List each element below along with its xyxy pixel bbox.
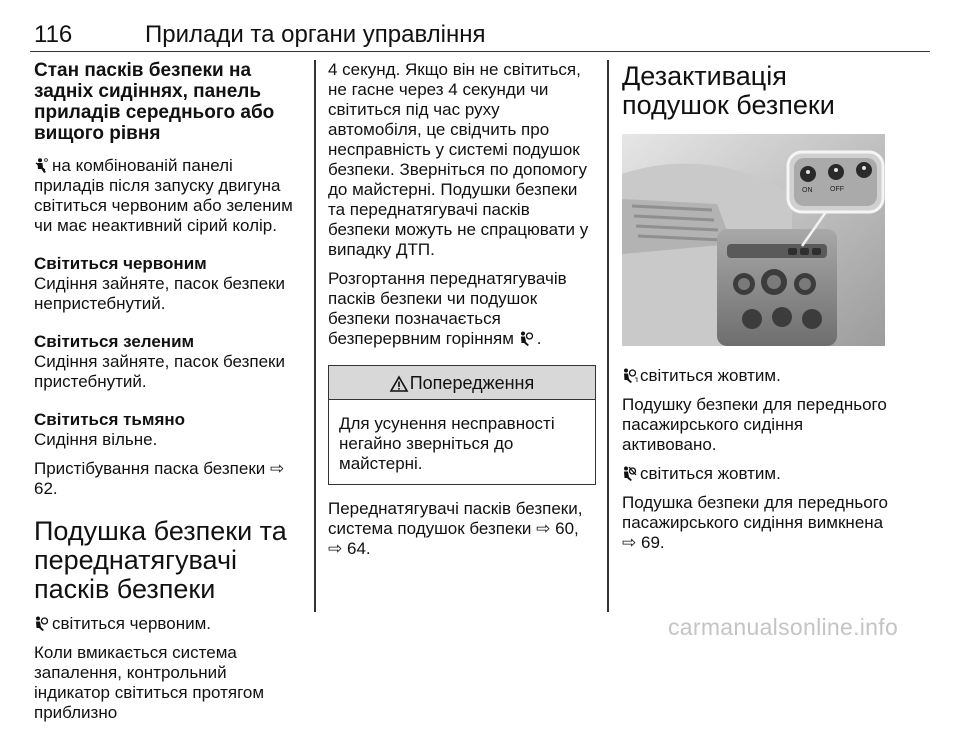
page-ref-arrow-icon: ⇨ [270,459,285,478]
airbag-on-text: Подушку безпеки для переднього пасажирського сидіння активовано. [622,395,887,454]
watermark: carmanualsonline.info [668,614,899,640]
airbag-off-lit-text: світиться жовтим. [640,464,781,483]
rear-belt-status-heading: Стан пасків безпеки на задніх сидіннях, панель приладів середнього або вищого рівня [34,60,275,144]
rear-belt-intro-text: на комбінованій панелі приладів після запуску двигуна світиться червоним або зеленим чи має неактивний сірий колір. [34,156,293,235]
deployment-text-main: Розгортання переднатягувачів пасків безпеки чи подушок безпеки позначається безперервним горінням [328,269,567,348]
warning-title: Попередження [409,373,535,393]
cross-ref-page-1[interactable]: 60, [555,519,579,538]
rear-belt-intro [34,156,302,236]
red-status-title: Світиться червоним [34,254,207,273]
airbag-on-icon [622,368,636,383]
photo-on-label: ON [802,187,813,194]
column-3 [622,60,890,562]
airbag-on-line [622,366,890,386]
red-status-text: Сидіння зайняте, пасок безпеки непристебнутий. [34,274,285,313]
warning-box [328,365,596,485]
airbag-heading: Подушка безпеки та переднатягувачі пасків безпеки [34,516,287,604]
column-divider-1 [314,60,316,612]
airbag-continued-text: 4 секунд. Якщо він не світиться, не гасне через 4 секунди чи світиться під час руху автомобіля, це свідчить про несправність у системі подушок безпеки. Зверніться по допомогу до майстерні. Подушки безпеки та переднатягувачі пасків безпеки можуть не спрацювати у випадку ДТП. [328,60,589,259]
dashboard-photo [622,134,885,346]
cross-references-text: Переднатягувачі пасків безпеки, система подушок безпеки [328,499,583,538]
column-1 [34,60,302,732]
deactivation-heading: Дезактивація подушок безпеки [622,61,835,120]
deployment-text [328,269,596,349]
warning-header [329,366,595,400]
fasten-reference-page[interactable]: 62. [34,479,58,498]
airbag-ignition-text: Коли вмикається система запалення, контрольний індикатор світиться протягом приблизно [34,643,265,722]
dim-status-text: Сидіння вільне. [34,430,158,449]
page-ref-arrow-icon: ⇨ [328,539,343,558]
cross-ref-page-2[interactable]: 64. [346,539,371,558]
deployment-text-end: . [536,329,542,348]
airbag-off-page-ref[interactable]: 69. [640,533,665,552]
airbag-on-lit-text: світиться жовтим. [640,366,781,385]
page-number: 116 [34,21,73,48]
fasten-reference [34,459,302,499]
cross-references [328,499,596,559]
photo-off-label: OFF [830,186,844,193]
airbag-off-line [622,464,890,484]
warning-text: Для усунення несправності негайно зверніться до майстерні. [339,414,555,473]
airbag-off-text [622,493,890,553]
page-ref-arrow-icon: ⇨ [536,519,551,538]
warning-triangle-icon [390,376,408,392]
airbag-icon [34,616,48,631]
airbag-red-line [34,614,302,634]
airbag-red-text: світиться червоним. [52,614,212,633]
airbag-off-text-main: Подушка безпеки для переднього пасажирського сидіння вимкнена [622,493,888,532]
fasten-reference-text: Пристібування паска безпеки [34,459,266,478]
column-2 [328,60,596,568]
column-divider-2 [607,60,609,612]
page-ref-arrow-icon: ⇨ [622,533,637,552]
page-header [30,18,930,52]
chapter-title: Прилади та органи управління [145,21,486,48]
dim-status-title: Світиться тьмяно [34,410,186,429]
rear-seatbelt-icon [34,158,48,173]
airbag-icon [519,331,533,346]
airbag-off-icon [622,466,636,481]
green-status-title: Світиться зеленим [34,332,195,351]
green-status-text: Сидіння зайняте, пасок безпеки пристебнутий. [34,352,285,391]
